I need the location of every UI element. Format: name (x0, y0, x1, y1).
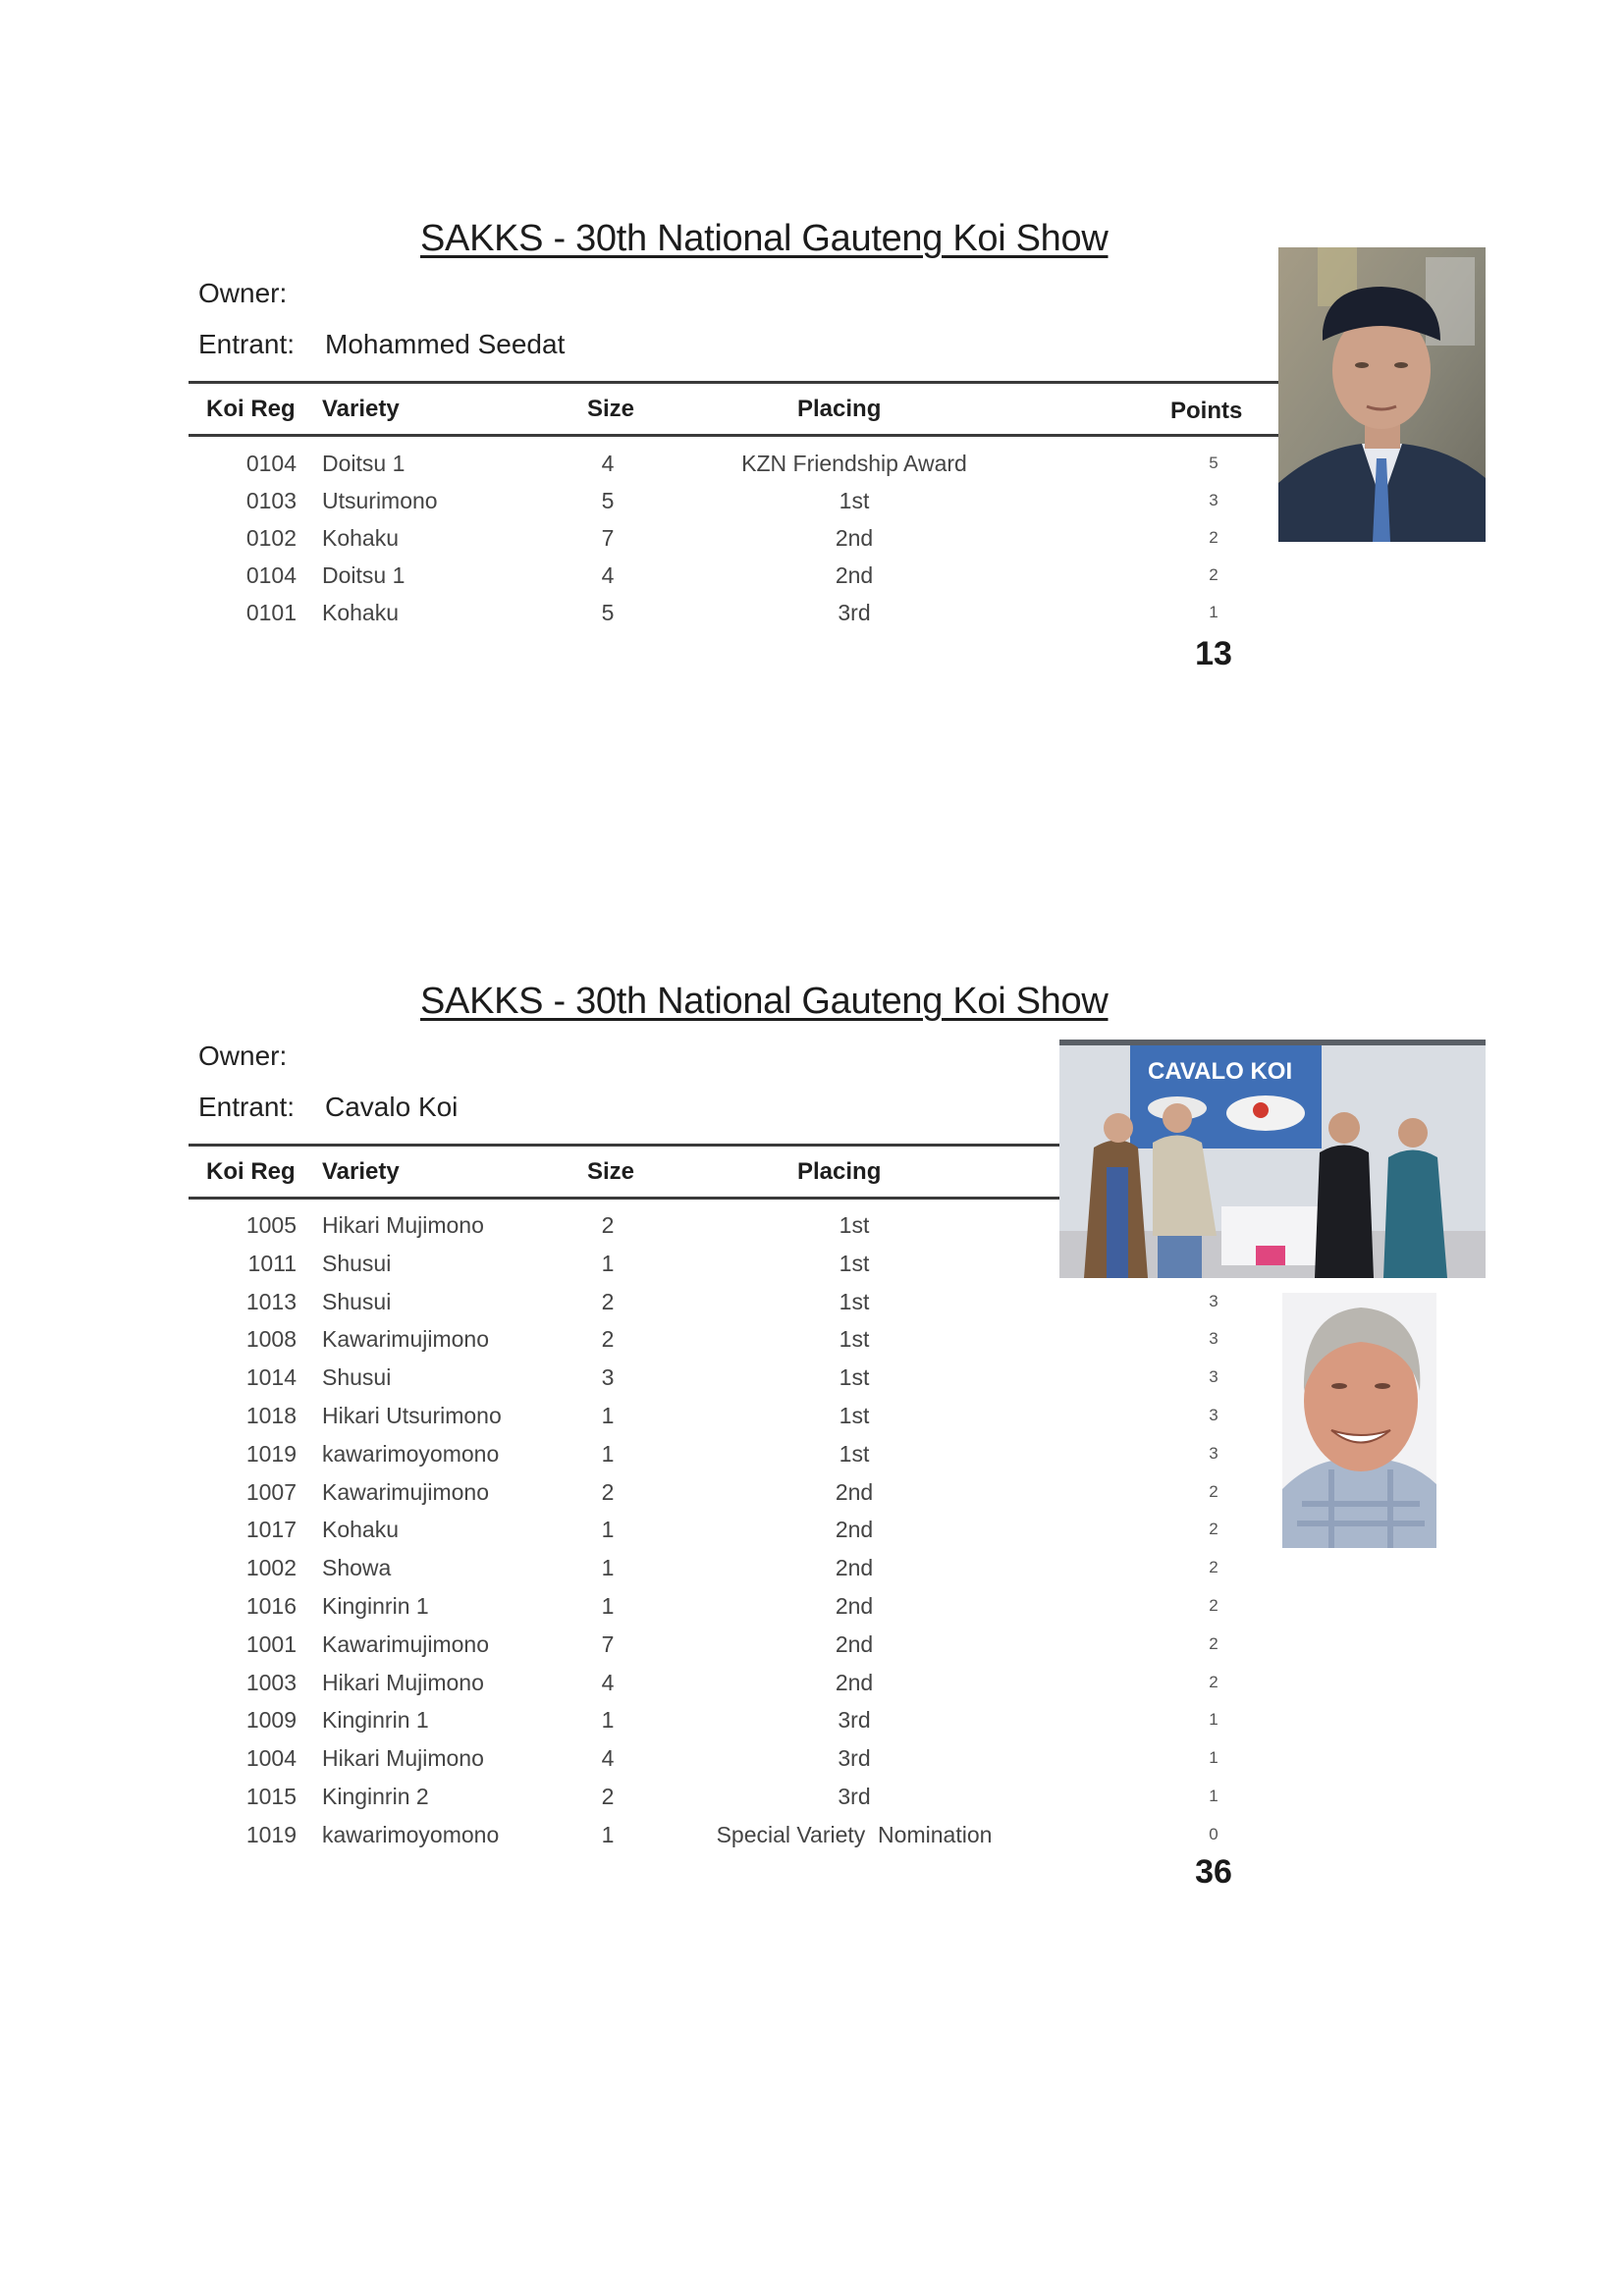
size-cell: 5 (601, 488, 615, 513)
size-cell: 2 (601, 1326, 615, 1353)
team-booth-photo (1059, 1040, 1486, 1278)
variety-cell: Kohaku (322, 525, 400, 551)
variety-cell: Hikari Utsurimono (322, 1403, 502, 1428)
size-cell: 1 (601, 1440, 615, 1467)
variety-cell: Kinginrin 2 (322, 1784, 429, 1809)
placing-cell: 2nd (835, 1593, 874, 1619)
points-cell: 2 (1209, 1481, 1218, 1501)
koi-reg-cell: 0104 (245, 562, 297, 588)
variety-cell: Kawarimujimono (322, 1630, 490, 1657)
koi-reg-cell: 0101 (245, 600, 297, 625)
points-cell: 3 (1209, 1291, 1218, 1310)
placing-cell: 3rd (838, 1784, 871, 1809)
table-row (0, 1739, 1624, 1777)
column-header-size: Size (587, 396, 635, 422)
points-cell: 3 (1209, 1329, 1218, 1349)
placing-cell: 1st (839, 488, 870, 513)
points-cell: 5 (1209, 454, 1218, 472)
placing-cell: Special Variety Nomination (716, 1821, 993, 1847)
table-row (0, 1626, 1624, 1663)
variety-cell: Utsurimono (322, 488, 438, 513)
report-title: SAKKS - 30th National Gauteng Koi Show (420, 218, 1109, 259)
entrant-value: Mohammed Seedat (325, 329, 566, 359)
koi-reg-cell: 1007 (245, 1478, 297, 1505)
size-cell: 1 (601, 1403, 615, 1428)
variety-cell: Kinginrin 1 (322, 1707, 429, 1734)
placing-cell: 1st (839, 1250, 870, 1276)
variety-cell: Kawarimujimono (322, 1478, 490, 1505)
placing-cell: 2nd (835, 562, 874, 588)
koi-reg-cell: 1015 (245, 1784, 297, 1809)
entrant-value: Cavalo Koi (325, 1092, 459, 1122)
points-total: 13 (1195, 635, 1232, 672)
entrant-label: Entrant: (198, 1092, 296, 1122)
placing-cell: 2nd (835, 1517, 874, 1543)
koi-reg-cell: 1002 (245, 1555, 297, 1581)
entrant-report-cavalo-koi (0, 763, 1624, 1891)
owner-label: Owner: (198, 1041, 288, 1071)
placing-cell: 3rd (838, 1707, 871, 1734)
placing-cell: 1st (839, 1212, 870, 1238)
points-cell: 2 (1209, 1633, 1218, 1653)
points-cell: 1 (1209, 1787, 1218, 1805)
table-row (0, 1587, 1624, 1625)
column-header-size: Size (587, 1158, 635, 1185)
column-header-placing: Placing (797, 396, 882, 422)
koi-reg-cell: 1011 (247, 1250, 297, 1276)
variety-cell: Shusui (322, 1288, 392, 1314)
placing-cell: 1st (839, 1326, 870, 1353)
size-cell: 1 (601, 1250, 615, 1276)
points-cell: 3 (1209, 1443, 1218, 1463)
koi-reg-cell: 1003 (245, 1669, 297, 1695)
koi-reg-cell: 1016 (245, 1593, 297, 1619)
koi-reg-cell: 1001 (245, 1630, 297, 1657)
koi-reg-cell: 1017 (245, 1517, 297, 1543)
points-total: 36 (1195, 1853, 1232, 1891)
koi-reg-cell: 1009 (245, 1707, 297, 1734)
points-cell: 1 (1209, 1710, 1218, 1730)
table-header-top-rule (189, 381, 1283, 384)
size-cell: 4 (601, 562, 615, 588)
points-cell: 2 (1209, 565, 1218, 584)
size-cell: 2 (601, 1478, 615, 1505)
size-cell: 2 (601, 1212, 615, 1238)
points-cell: 3 (1209, 1367, 1218, 1387)
variety-cell: Kinginrin 1 (322, 1593, 429, 1619)
column-header-koi-reg: Koi Reg (206, 396, 296, 422)
size-cell: 1 (601, 1555, 615, 1581)
points-cell: 2 (1209, 528, 1218, 547)
group-photo-image-icon (1059, 1040, 1486, 1278)
size-cell: 5 (601, 600, 615, 625)
column-header-points: Points (1170, 398, 1243, 424)
table-row (0, 1778, 1624, 1815)
points-cell: 3 (1209, 1406, 1218, 1424)
variety-cell: Doitsu 1 (322, 451, 406, 476)
column-header-variety: Variety (322, 1158, 400, 1185)
koi-reg-cell: 0104 (245, 451, 297, 476)
koi-reg-cell: 1013 (245, 1288, 297, 1314)
variety-cell: Hikari Mujimono (322, 1745, 484, 1772)
koi-reg-cell: 0102 (245, 525, 297, 551)
koi-reg-cell: 1019 (245, 1821, 297, 1847)
variety-cell: Kohaku (322, 600, 400, 625)
placing-cell: KZN Friendship Award (741, 451, 967, 476)
placing-cell: 1st (839, 1364, 870, 1391)
table-row (0, 594, 1624, 631)
placing-cell: 3rd (838, 600, 871, 625)
size-cell: 4 (601, 1669, 615, 1695)
column-header-koi-reg: Koi Reg (206, 1158, 296, 1185)
entrant-portrait-photo (1278, 247, 1486, 542)
variety-cell: kawarimoyomono (322, 1440, 500, 1467)
placing-cell: 1st (839, 1288, 870, 1314)
placing-cell: 2nd (835, 1630, 874, 1657)
table-row (0, 1701, 1624, 1738)
size-cell: 4 (601, 451, 615, 476)
size-cell: 1 (601, 1821, 615, 1847)
entrant-portrait-photo (1282, 1293, 1436, 1548)
placing-cell: 2nd (835, 1478, 874, 1505)
placing-cell: 3rd (838, 1745, 871, 1772)
points-cell: 2 (1209, 1558, 1218, 1577)
placing-cell: 2nd (835, 1555, 874, 1581)
variety-cell: Kawarimujimono (322, 1326, 490, 1353)
koi-reg-cell: 1008 (245, 1326, 297, 1353)
table-row (0, 557, 1624, 594)
column-header-placing: Placing (797, 1158, 882, 1185)
placing-cell: 1st (839, 1403, 870, 1428)
koi-reg-cell: 1014 (245, 1364, 297, 1391)
entrant-label: Entrant: (198, 329, 296, 359)
points-cell: 2 (1209, 1520, 1218, 1539)
table-row (0, 1816, 1624, 1853)
booth-banner-text: CAVALO KOI (1148, 1058, 1293, 1085)
size-cell: 4 (601, 1745, 615, 1772)
points-cell: 2 (1209, 1672, 1218, 1691)
placing-cell: 1st (839, 1440, 870, 1467)
table-row (0, 1664, 1624, 1701)
variety-cell: Shusui (322, 1250, 392, 1276)
size-cell: 2 (601, 1784, 615, 1809)
points-cell: 3 (1209, 491, 1218, 509)
size-cell: 1 (601, 1517, 615, 1543)
size-cell: 1 (601, 1593, 615, 1619)
koi-reg-cell: 1019 (245, 1440, 297, 1467)
report-title: SAKKS - 30th National Gauteng Koi Show (420, 981, 1109, 1022)
table-row (0, 1549, 1624, 1586)
placing-cell: 2nd (835, 1669, 874, 1695)
points-cell: 1 (1209, 1748, 1218, 1768)
placing-cell: 2nd (835, 525, 874, 551)
koi-reg-cell: 1004 (245, 1745, 297, 1772)
variety-cell: Hikari Mujimono (322, 1669, 484, 1695)
size-cell: 7 (601, 525, 615, 551)
owner-label: Owner: (198, 278, 288, 308)
points-cell: 0 (1209, 1824, 1218, 1843)
variety-cell: Doitsu 1 (322, 562, 406, 588)
points-cell: 2 (1209, 1596, 1218, 1615)
size-cell: 3 (601, 1364, 615, 1391)
variety-cell: kawarimoyomono (322, 1821, 500, 1847)
points-cell: 1 (1209, 603, 1218, 621)
size-cell: 7 (601, 1630, 615, 1657)
entrant-report-mohammed-seedat (0, 0, 1624, 746)
koi-reg-cell: 1018 (245, 1403, 297, 1428)
size-cell: 2 (601, 1288, 615, 1314)
koi-reg-cell: 1005 (245, 1212, 297, 1238)
variety-cell: Kohaku (322, 1517, 400, 1543)
portrait-image-icon (1282, 1293, 1436, 1548)
size-cell: 1 (601, 1707, 615, 1734)
variety-cell: Showa (322, 1555, 392, 1581)
column-header-variety: Variety (322, 396, 400, 422)
variety-cell: Hikari Mujimono (322, 1212, 484, 1238)
table-header-bottom-rule (189, 434, 1283, 437)
portrait-image-icon (1278, 247, 1486, 542)
koi-reg-cell: 0103 (245, 488, 297, 513)
variety-cell: Shusui (322, 1364, 392, 1391)
